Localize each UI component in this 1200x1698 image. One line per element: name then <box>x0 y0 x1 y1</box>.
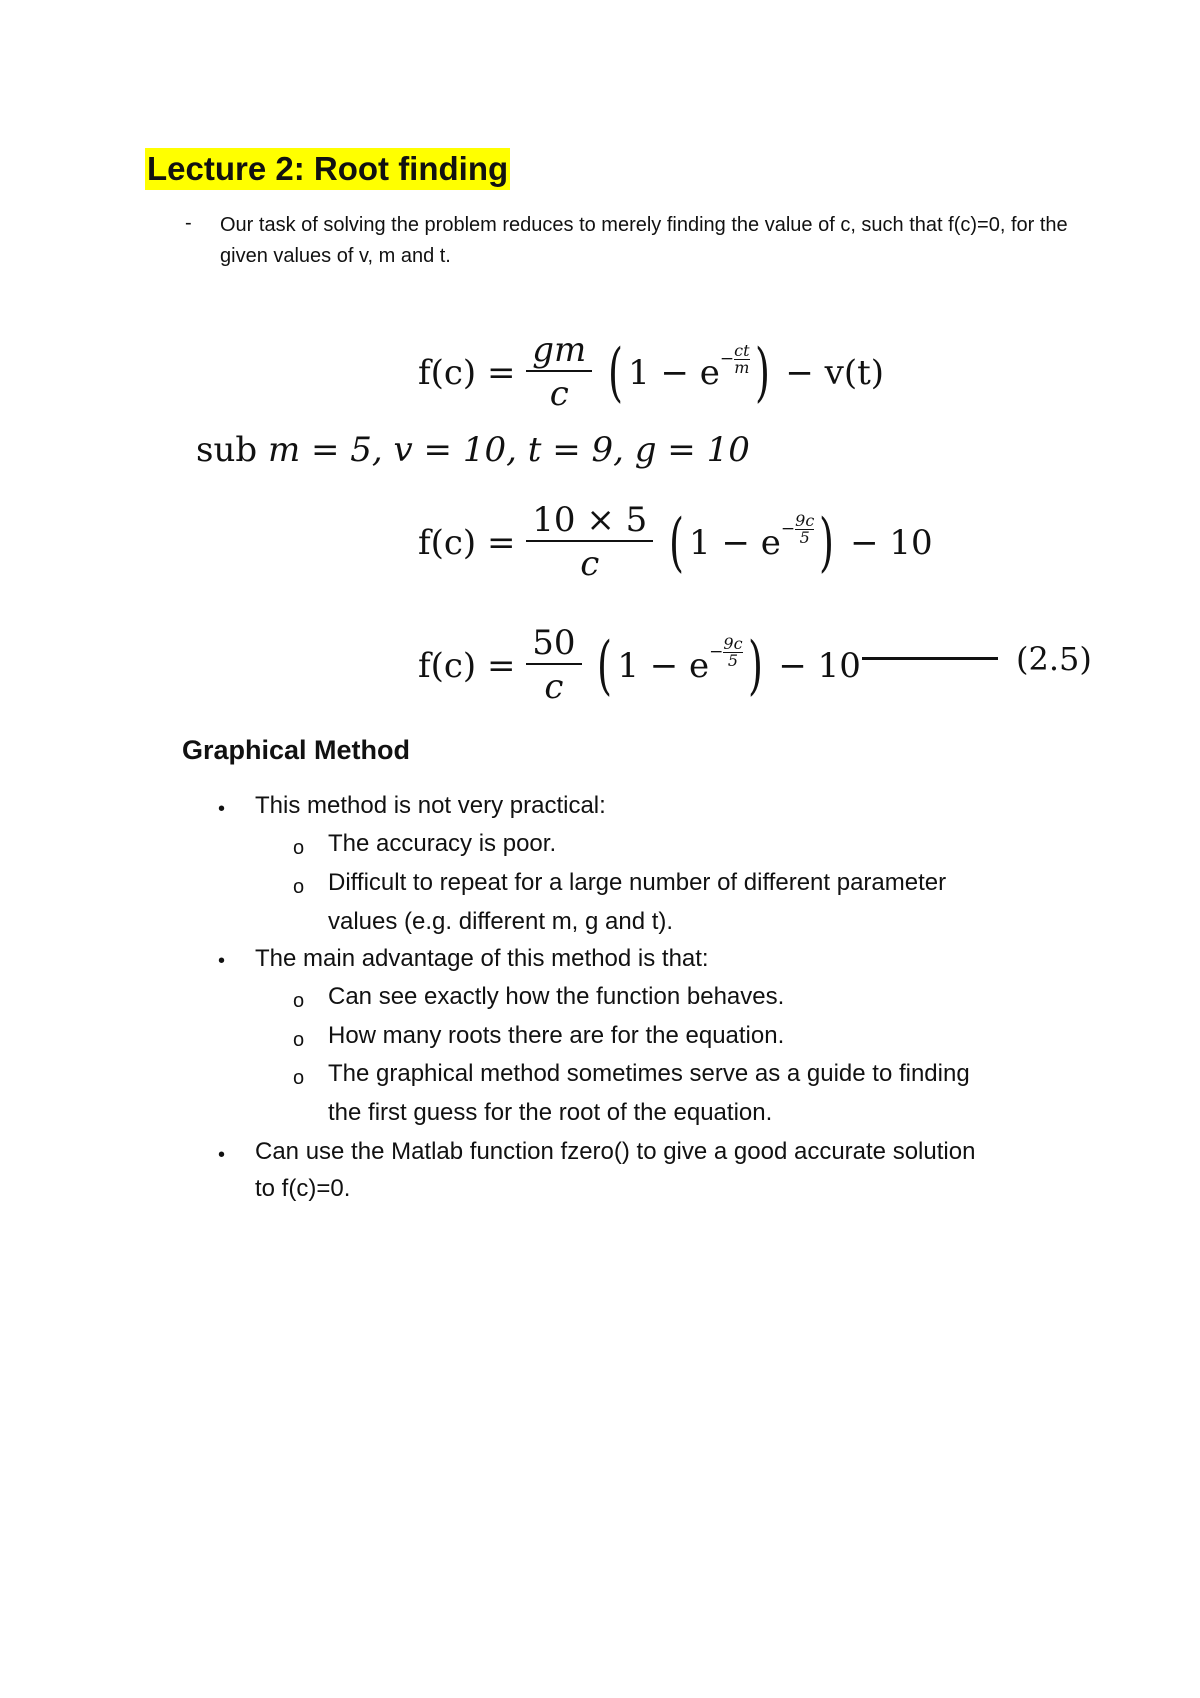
eq2-exp-den: 5 <box>795 529 814 546</box>
eq2-denominator: c <box>526 540 653 586</box>
list-item: The accuracy is poor. <box>328 830 557 857</box>
substitution-line <box>196 430 750 470</box>
sub-bullet: o <box>293 990 305 1012</box>
equation-1 <box>418 330 884 416</box>
eq3-open-paren: ( <box>597 629 613 703</box>
eq3-exponent <box>723 633 743 670</box>
eq3-close-paren: ) <box>747 629 763 703</box>
equation-2 <box>418 500 933 586</box>
eq2-fraction <box>526 500 653 586</box>
eq1-exp-num: ct <box>734 340 750 360</box>
bullet-1: • <box>218 798 226 820</box>
eq3-one-minus: 1 − e <box>617 646 710 686</box>
eq1-lhs: f(c) = <box>418 353 516 393</box>
list-item: Can use the Matlab function fzero() to give a good accurate solution <box>255 1138 976 1165</box>
eq2-exp-num: 9c <box>795 510 815 530</box>
sub-bullet: o <box>293 1029 305 1051</box>
equation-leader-line <box>862 657 998 660</box>
bullet-3: • <box>218 1144 226 1166</box>
list-item: This method is not very practical: <box>255 792 606 819</box>
list-item: to f(c)=0. <box>255 1175 351 1202</box>
eq2-one-minus: 1 − e <box>689 523 781 563</box>
eq3-fraction <box>526 623 581 709</box>
eq2-lhs: f(c) = <box>418 523 516 563</box>
eq3-exp-sign: − <box>709 642 724 662</box>
eq1-close-paren: ) <box>754 336 770 410</box>
sub-values: m = 5, v = 10, t = 9, g = 10 <box>267 430 750 470</box>
sub-prefix: sub <box>196 430 258 470</box>
eq2-open-paren: ( <box>669 506 685 580</box>
eq1-tail: − v(t) <box>785 353 885 393</box>
eq3-numerator: 50 <box>532 623 576 663</box>
eq1-numerator: gm <box>532 330 587 370</box>
sub-bullet: o <box>293 1067 305 1089</box>
page-title: Lecture 2: Root finding <box>145 148 510 190</box>
list-item: The graphical method sometimes serve as a guide to finding <box>328 1060 970 1087</box>
eq1-fraction <box>526 330 592 416</box>
list-item: Difficult to repeat for a large number of different parameter <box>328 869 947 896</box>
bullet-2: • <box>218 950 226 972</box>
sub-bullet: o <box>293 876 305 898</box>
eq3-lhs: f(c) = <box>418 646 516 686</box>
eq3-exp-num: 9c <box>723 633 743 653</box>
equation-3 <box>418 623 861 709</box>
eq3-tail: − 10 <box>778 646 861 686</box>
eq2-tail: − 10 <box>850 523 933 563</box>
equation-number: (2.5) <box>1016 640 1092 678</box>
eq2-exp-sign: − <box>780 519 796 539</box>
eq1-exp-den: m <box>734 357 750 377</box>
list-item: values (e.g. different m, g and t). <box>328 908 674 935</box>
eq1-exponent <box>734 340 750 377</box>
eq3-denominator: c <box>526 663 581 709</box>
eq1-exp-sign: − <box>719 349 735 369</box>
list-item: How many roots there are for the equation. <box>328 1022 785 1049</box>
eq3-exp-den: 5 <box>723 652 742 669</box>
section-heading: Graphical Method <box>182 735 411 765</box>
list-item: The main advantage of this method is that: <box>255 945 709 972</box>
list-dash: - <box>185 212 192 234</box>
eq1-denominator: c <box>526 370 592 416</box>
eq2-exponent <box>795 510 815 547</box>
eq1-one-minus: 1 − e <box>628 353 720 393</box>
eq2-close-paren: ) <box>819 506 835 580</box>
eq2-numerator: 10 × 5 <box>532 500 648 540</box>
list-item: the first guess for the root of the equation. <box>328 1099 773 1126</box>
list-item: Can see exactly how the function behaves. <box>328 983 785 1010</box>
eq1-open-paren: ( <box>608 336 624 410</box>
sub-bullet: o <box>293 837 305 859</box>
intro-paragraph: Our task of solving the problem reduces to merely finding the value of c, such that f(c)=0, for the given values of v, m and t. <box>220 214 1068 267</box>
